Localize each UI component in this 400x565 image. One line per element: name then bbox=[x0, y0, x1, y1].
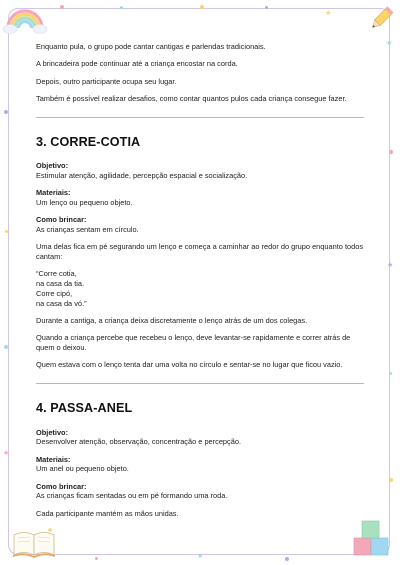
decor-dot bbox=[4, 110, 8, 114]
how-to-play-label: Como brincar: bbox=[36, 481, 87, 491]
star-icon: ★ bbox=[387, 262, 394, 269]
section-passa-anel bbox=[36, 400, 364, 518]
section-corre-cotia bbox=[36, 134, 364, 370]
materials-label: Materiais: bbox=[36, 188, 71, 198]
decor-dot bbox=[95, 557, 98, 560]
star-icon: ★ bbox=[325, 10, 332, 17]
paragraph: Também é possível realizar desafios, como contar quantos pulos cada criança consegue fazer. bbox=[36, 93, 347, 103]
star-icon: ★ bbox=[386, 40, 393, 47]
objective-label: Objetivo: bbox=[36, 427, 69, 437]
section-title: 4. PASSA-ANEL bbox=[36, 400, 133, 415]
song-lyrics bbox=[36, 269, 364, 308]
paragraph: Enquanto pula, o grupo pode cantar cantigas e parlendas tradicionais. bbox=[36, 42, 266, 51]
song-line: na casa da tia. bbox=[36, 279, 85, 289]
page-content bbox=[36, 42, 364, 518]
paragraph: Durante a cantiga, a criança deixa discretamente o lenço atrás de um dos colegas. bbox=[36, 315, 308, 325]
paragraph: A brincadeira pode continuar até a criança encostar na corda. bbox=[36, 59, 238, 69]
section-divider bbox=[36, 383, 364, 384]
objective-label: Objetivo: bbox=[36, 161, 69, 171]
objective-text: Desenvolver atenção, observação, concentração e percepção. bbox=[36, 437, 242, 447]
materials-text: Um anel ou pequeno objeto. bbox=[36, 464, 129, 474]
objective-text: Estimular atenção, agilidade, percepção espacial e socialização. bbox=[36, 170, 248, 180]
section-divider bbox=[36, 117, 364, 118]
paragraph: Depois, outro participante ocupa seu lugar. bbox=[36, 76, 177, 86]
star-icon: ★ bbox=[197, 553, 204, 560]
decor-dot bbox=[5, 230, 8, 233]
paragraph: Quando a criança percebe que recebeu o lenço, deve levantar-se rapidamente e correr atrás de quem o deixou. bbox=[36, 333, 351, 352]
how-to-play-text: As crianças ficam sentadas ou em pé formando uma roda. bbox=[36, 491, 228, 501]
decor-dot bbox=[120, 6, 123, 9]
how-to-play-text: As crianças sentam em círculo. bbox=[36, 225, 139, 234]
rainbow-cloud-icon bbox=[2, 2, 48, 36]
song-line: “Corre cotia, bbox=[36, 269, 77, 279]
decor-dot bbox=[389, 478, 393, 482]
decor-dot bbox=[285, 557, 289, 561]
star-icon: ★ bbox=[3, 450, 10, 457]
materials-text: Um lenço ou pequeno objeto. bbox=[36, 197, 133, 207]
decor-dot bbox=[389, 150, 393, 154]
decor-dot bbox=[4, 345, 8, 349]
song-line: Corre cipó, bbox=[36, 288, 73, 298]
decor-dot bbox=[265, 6, 268, 9]
decor-dot bbox=[60, 5, 64, 9]
materials-label: Materiais: bbox=[36, 454, 71, 464]
pencil-icon bbox=[366, 4, 396, 34]
how-to-play-label: Como brincar: bbox=[36, 215, 87, 225]
decor-dot bbox=[389, 372, 392, 375]
section-title: 3. CORRE-COTIA bbox=[36, 134, 141, 149]
toy-blocks-icon bbox=[350, 518, 394, 558]
song-line: na casa da vó.” bbox=[36, 298, 87, 308]
paragraph: Cada participante mantém as mãos unidas. bbox=[36, 508, 179, 518]
decor-dot bbox=[200, 5, 204, 9]
paragraph: Uma delas fica em pé segurando um lenço e começa a caminhar ao redor do grupo enquanto todos cantam: bbox=[36, 242, 364, 262]
paragraph: Quem estava com o lenço tenta dar uma volta no círculo e sentar-se no lugar que ficou vazio. bbox=[36, 360, 343, 370]
open-book-icon bbox=[10, 525, 58, 559]
